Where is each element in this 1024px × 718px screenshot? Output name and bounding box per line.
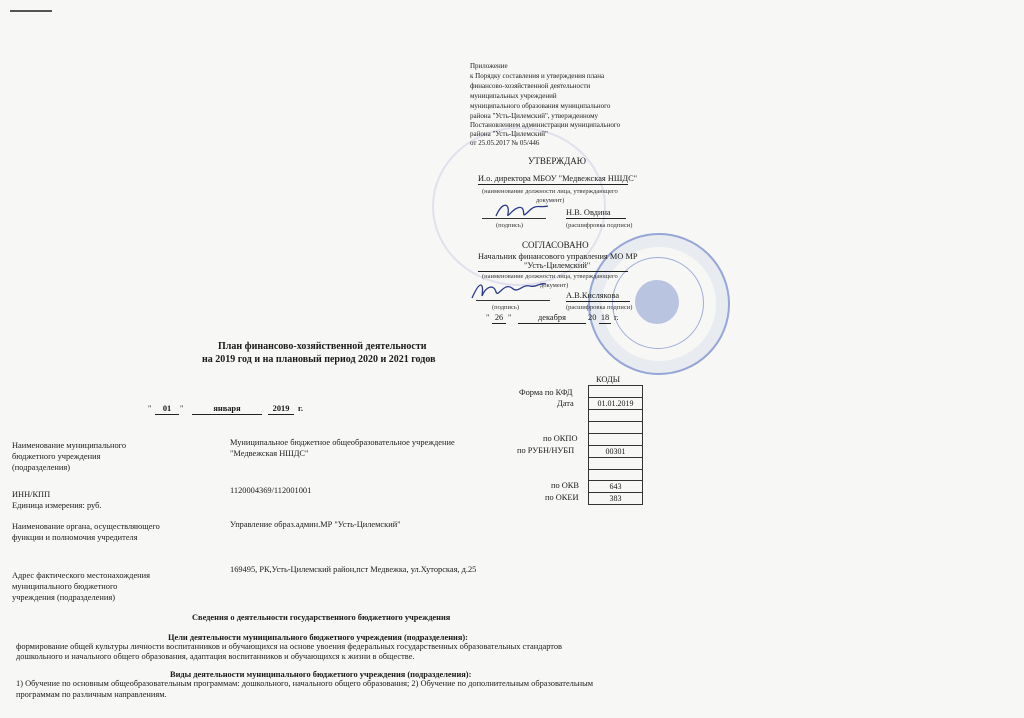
scan-mark <box>10 10 52 12</box>
address-label: учреждения (подразделения) <box>12 593 115 602</box>
appendix-line: Приложение <box>470 62 508 70</box>
form-label: Форма по КФД <box>519 388 573 397</box>
org-name-label: Наименование муниципального <box>12 441 127 450</box>
agree-date-quote: " <box>486 313 490 322</box>
date-label: Дата <box>557 399 574 408</box>
section-title: Сведения о деятельности государственного бюджетного учреждения <box>192 613 451 622</box>
org-name-value: Муниципальное бюджетное общеобразовательное учреждение <box>230 438 455 447</box>
address-value: 169495, РК,Усть-Цилемский район,пст Медвежка, ул.Хуторская, д.25 <box>230 565 477 574</box>
agree-date-quote: " <box>508 313 512 322</box>
code-rubn: 00301 <box>589 445 642 457</box>
approve-position-hint: (наименование должности лица, утверждающего <box>482 188 618 195</box>
approve-sign-hint: (подпись) <box>496 222 523 229</box>
code-empty <box>589 469 642 470</box>
date-day: 01 <box>155 404 179 415</box>
address-label: Адрес фактического местонахождения <box>12 571 150 580</box>
agree-sign-hint: (подпись) <box>492 304 519 311</box>
approve-title: УТВЕРЖДАЮ <box>528 156 587 166</box>
okv-label: по ОКВ <box>551 481 579 490</box>
agree-name-hint: (расшифровка подписи) <box>566 304 633 311</box>
appendix-line: Постановлением администрации муниципального <box>470 121 621 129</box>
kinds-title: Виды деятельности муниципального бюджетного учреждения (подразделения): <box>170 670 472 679</box>
approve-sign-line <box>482 218 546 219</box>
code-okv: 643 <box>589 480 642 492</box>
org-name-value: "Медвежская НШДС" <box>230 449 309 458</box>
approve-name: Н.В. Овдина <box>566 208 626 219</box>
agree-date-day: 26 <box>492 313 506 324</box>
appendix-line: района "Усть-Цилемский" <box>470 130 548 138</box>
agree-sign-line <box>476 300 550 301</box>
okpo-label: по ОКПО <box>543 434 578 443</box>
appendix-line: муниципальных учреждений <box>470 92 557 100</box>
goals-text: формирование общей культуры личности воспитанников и обучающихся на основе увоения федеральных государственных образовательных стандартов <box>16 642 562 651</box>
org-name-label: (подразделения) <box>12 463 71 472</box>
goals-title: Цели деятельности муниципального бюджетного учреждения (подразделения): <box>168 633 468 642</box>
kinds-text: программам по различным направлениям. <box>16 690 167 699</box>
approve-position-hint: документ) <box>536 197 565 204</box>
date-suffix: г. <box>298 404 303 413</box>
inn-label: ИНН/КПП <box>12 490 51 499</box>
code-empty <box>589 421 642 422</box>
org-name-label: бюджетного учреждения <box>12 452 101 461</box>
agree-date-suffix: г. <box>614 313 619 322</box>
address-label: муниципального бюджетного <box>12 582 118 591</box>
plan-title-line2: на 2019 год и на плановый период 2020 и 2021 годов <box>202 354 436 365</box>
goals-text: дошкольного и начального общего образования, адаптация воспитанников и обучающихся к жизни в обществе. <box>16 652 415 661</box>
agree-title: СОГЛАСОВАНО <box>522 240 589 250</box>
agree-date-year-prefix: 20 <box>588 313 597 322</box>
date-quote: " <box>148 404 152 413</box>
approve-name-hint: (расшифровка подписи) <box>566 222 633 229</box>
date-quote: " <box>180 404 184 413</box>
unit-label: Единица измерения: руб. <box>12 501 102 510</box>
organ-label: Наименование органа, осуществляющего <box>12 522 160 531</box>
approve-position: И.о. директора МБОУ "Медвежская НШДС" <box>478 174 638 183</box>
agree-date-month: декабря <box>518 313 586 324</box>
rubn-label: по РУБН/НУБП <box>517 446 575 455</box>
agree-position-hint: (наименование должности лица, утверждающего <box>482 273 618 280</box>
date-year: 2019 <box>268 404 294 415</box>
organ-value: Управление образ.админ.МР "Усть-Цилемский" <box>230 520 401 529</box>
code-date: 01.01.2019 <box>589 397 642 409</box>
plan-title-line1: План финансово-хозяйственной деятельности <box>218 341 427 352</box>
codes-header: КОДЫ <box>596 375 621 384</box>
code-empty <box>589 409 642 410</box>
inn-value: 1120004369/112001001 <box>230 486 312 495</box>
kinds-text: 1) Обучение по основным общеобразовательным программам: дошкольного, начального общего образования; 2) Обучение по дополнительным образовательным <box>16 679 594 688</box>
appendix-line: муниципального образования муниципального <box>470 102 611 110</box>
appendix-line: от 25.05.2017 № 05/446 <box>470 139 540 147</box>
organ-label: функции и полномочия учредителя <box>12 533 138 542</box>
code-empty <box>589 457 642 458</box>
agree-name: А.В.Кислякова <box>566 291 630 302</box>
appendix-line: к Порядку составления и утверждения плана <box>470 72 605 80</box>
appendix-line: финансово-хозяйственной деятельности <box>470 82 591 90</box>
date-month: января <box>192 404 262 415</box>
code-okpo <box>589 433 642 434</box>
codes-table <box>588 385 643 505</box>
agree-date-year: 18 <box>600 313 610 322</box>
code-okei: 383 <box>589 492 642 504</box>
appendix-line: района "Усть-Цилемский", утвержденному <box>470 112 599 120</box>
agree-position2: "Усть-Цилемский" <box>478 261 628 272</box>
okei-label: по ОКЕИ <box>545 493 579 502</box>
agree-position: Начальник финансового управления МО МР <box>478 252 638 261</box>
agree-position-hint: документ) <box>540 282 569 289</box>
